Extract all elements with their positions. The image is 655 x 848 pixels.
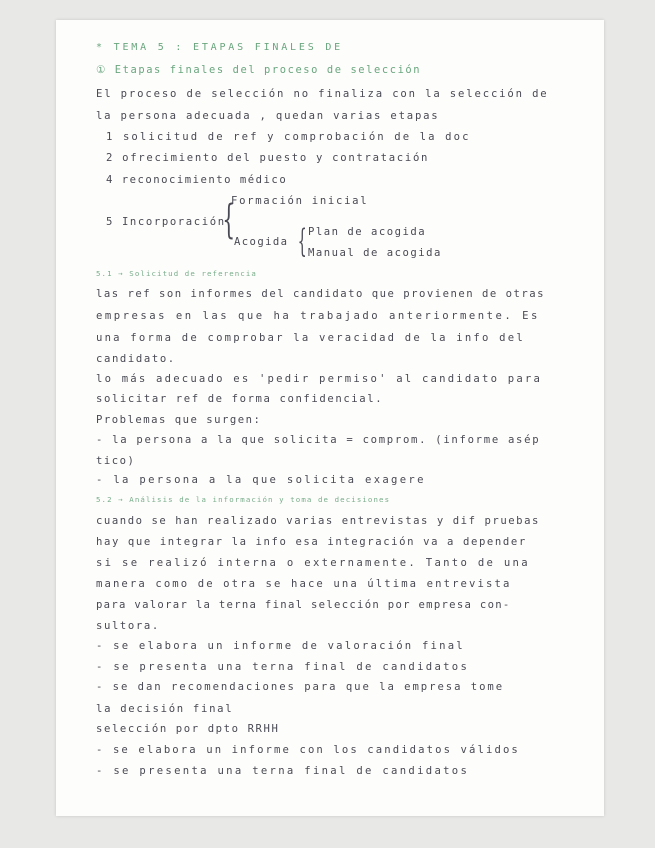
- section2-line: para valorar la terna final selección por empresa con-: [96, 599, 511, 611]
- section2-line: - se elabora un informe de valoración final: [96, 640, 465, 652]
- section2-line: - se presenta una terna final de candidatos: [96, 765, 470, 777]
- step-2: 2 ofrecimiento del puesto y contratación: [106, 152, 430, 164]
- section2-heading: 5.2 → Análisis de la información y toma de decisiones: [96, 495, 391, 504]
- section1-line: las ref son informes del candidato que provienen de otras: [96, 288, 546, 300]
- page-subtitle: ① Etapas finales del proceso de selección: [96, 64, 422, 76]
- section2-line: hay que integrar la info esa integración va a depender: [96, 536, 527, 548]
- plan-acogida: Plan de acogida: [308, 226, 427, 238]
- section2-line: - se elabora un informe con los candidatos válidos: [96, 744, 520, 756]
- section2-line: - se presenta una terna final de candidatos: [96, 661, 470, 673]
- section2-line: selección por dpto RRHH: [96, 723, 280, 735]
- intro-line-1: El proceso de selección no finaliza con la selección de: [96, 88, 549, 100]
- section1-line: candidato.: [96, 353, 176, 365]
- section1-line: tico): [96, 455, 136, 467]
- incorporacion-label: 5 Incorporación: [106, 216, 226, 228]
- step-1: 1 solicitud de ref y comprobación de la doc: [106, 131, 471, 143]
- acogida-brace: {: [297, 222, 307, 260]
- section1-line: solicitar ref de forma confidencial.: [96, 393, 384, 405]
- notebook-page: [56, 20, 604, 816]
- section1-line: - la persona a la que solicita = comprom. (informe asép: [96, 434, 541, 446]
- section2-line: la decisión final: [96, 703, 234, 715]
- section1-heading: 5.1 → Solicitud de referencia: [96, 269, 257, 278]
- section1-line: Problemas que surgen:: [96, 414, 262, 426]
- section1-line: empresas en las que ha trabajado anteriormente. Es: [96, 310, 540, 322]
- step-4: 4 reconocimiento médico: [106, 174, 288, 186]
- manual-acogida: Manual de acogida: [308, 247, 442, 259]
- acogida-label: Acogida: [234, 236, 289, 248]
- page-title: * TEMA 5 : ETAPAS FINALES DE: [96, 42, 343, 53]
- intro-line-2: la persona adecuada , quedan varias etapas: [96, 110, 440, 122]
- section2-line: sultora.: [96, 620, 160, 632]
- incorporacion-brace: {: [222, 197, 236, 243]
- section1-line: - la persona a la que solicita exagere: [96, 474, 426, 486]
- formacion-inicial: Formación inicial: [231, 195, 369, 207]
- section2-line: si se realizó interna o externamente. Tanto de una: [96, 557, 530, 569]
- section1-line: lo más adecuado es 'pedir permiso' al candidato para: [96, 373, 543, 385]
- section1-line: una forma de comprobar la veracidad de la info del: [96, 332, 525, 344]
- section2-line: cuando se han realizado varias entrevistas y dif pruebas: [96, 515, 540, 527]
- section2-line: - se dan recomendaciones para que la empresa tome: [96, 681, 505, 693]
- section2-line: manera como de otra se hace una última entrevista: [96, 578, 512, 590]
